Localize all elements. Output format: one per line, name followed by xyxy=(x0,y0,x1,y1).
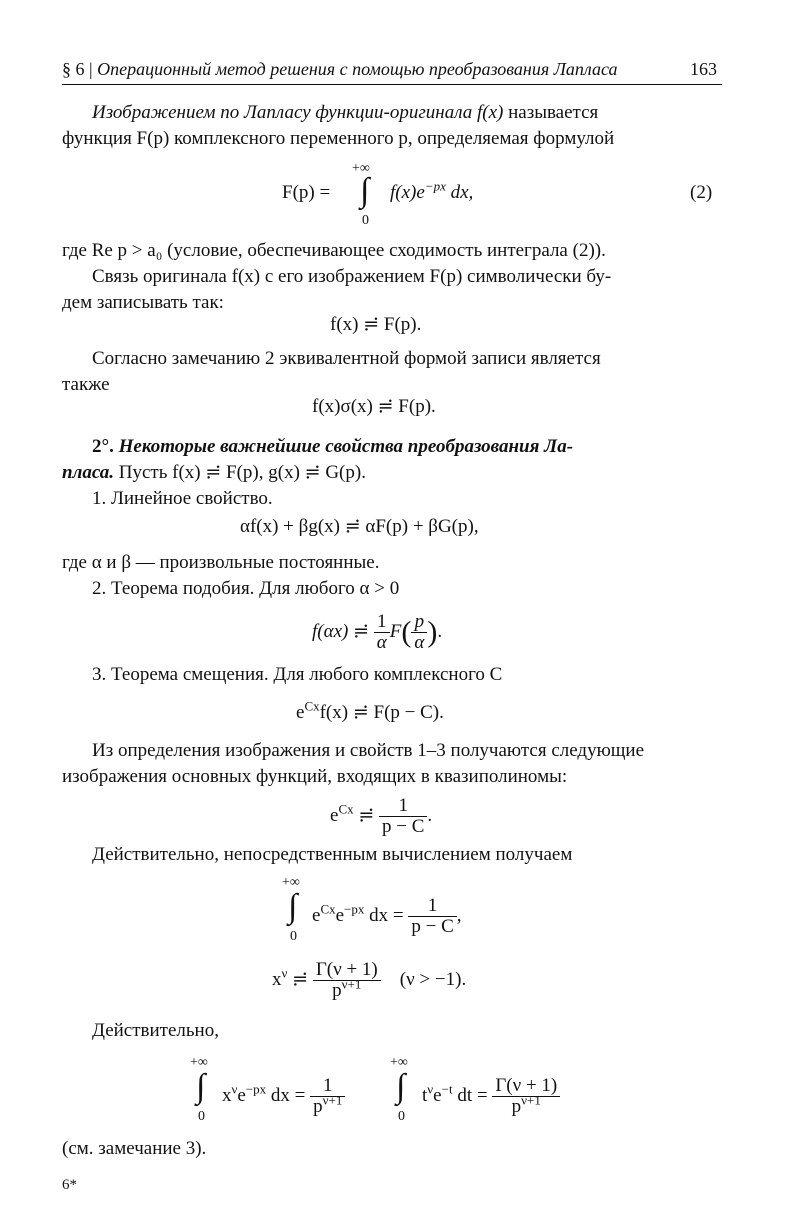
int1-lower-limit: 0 xyxy=(290,929,297,944)
correspondence-formula: f(x) ≓ F(p). xyxy=(330,314,422,335)
int1-sign: ∫ xyxy=(288,888,298,925)
see-remark: (см. замечание 3). xyxy=(62,1138,207,1159)
definition-paragraph: Изображением по Лапласу функции-оригинала f(x) называется xyxy=(92,102,599,123)
similarity-formula: f(αx) ≓ $\frac{1}{\alpha}$ F( $\frac{p}{\alpha}$ ). xyxy=(312,611,443,653)
section-number-2: 2°. xyxy=(92,436,114,457)
linear-formula: αf(x) + βg(x) ≓ αF(p) + βG(p), xyxy=(240,516,479,537)
int2a-upper-limit: +∞ xyxy=(190,1055,208,1070)
equation-number: (2) xyxy=(690,182,713,203)
section-number: § 6 xyxy=(62,59,85,79)
shift-formula: $e^{Cx}f(x)$ ≓ F(p − C). xyxy=(296,698,444,723)
sigma-formula: f(x)σ(x) ≓ F(p). xyxy=(312,396,436,417)
signature-mark: 6* xyxy=(62,1177,77,1193)
int1-upper-limit: +∞ xyxy=(282,875,300,890)
int2b-lower-limit: 0 xyxy=(398,1109,405,1124)
exponential-image: $e^{Cx}$ ≓ $\frac{1}{p - C}$ . xyxy=(330,795,433,837)
condition-paragraph: где Re p > a₀ (условие, обеспечивающее сходимость интеграла (2)). xyxy=(62,240,606,261)
definition-line2: функция F(p) комплексного переменного p, определяемая формулой xyxy=(62,128,615,149)
quasipolynomial-paragraph: Из определения изображения и свойств 1–3 получаются следующие xyxy=(92,740,645,761)
integral-lower-limit: 0 xyxy=(362,213,369,228)
laplace-integral-lhs: F(p) = xyxy=(282,182,331,203)
header-rule xyxy=(62,84,722,85)
int2b-sign: ∫ xyxy=(396,1068,406,1105)
integral-upper-limit: +∞ xyxy=(352,161,370,176)
remark-line2: также xyxy=(62,374,110,395)
int2b-body: $t^\nu e^{-t}$ dt = $\frac{\Gamma(\nu + 1)}{p^{\nu+1}}$ xyxy=(422,1076,560,1117)
definition-term: Изображением по Лапласу функции-оригинала xyxy=(92,102,473,123)
integral-sign: ∫ xyxy=(360,172,370,209)
running-header: § 6 | Операционный метод решения с помощью преобразования Лапласа xyxy=(62,59,618,79)
laplace-integral-body: $f(x)e^{-px}$ dx, xyxy=(390,178,474,203)
property-shift: 3. Теорема смещения. Для любого комплексного C xyxy=(92,664,503,685)
quasipolynomial-line2: изображения основных функций, входящих в квазиполиномы: xyxy=(62,766,568,787)
running-title: Операционный метод решения с помощью преобразования Лапласа xyxy=(97,59,618,79)
section-heading xyxy=(62,434,720,460)
remark-paragraph: Согласно замечанию 2 эквивалентной формой записи является xyxy=(92,348,601,369)
int2b-upper-limit: +∞ xyxy=(390,1055,408,1070)
constants-note: где α и β — произвольные постоянные. xyxy=(62,552,380,573)
direct-computation-paragraph: Действительно, непосредственным вычислением получаем xyxy=(92,844,573,865)
int2a-sign: ∫ xyxy=(196,1068,206,1105)
int1-body: $e^{Cx}e^{-px}$ dx = $\frac{1}{p - C}$ , xyxy=(312,895,462,937)
section-heading-line2: пласа. Пусть f(x) ≓ F(p), g(x) ≓ G(p). xyxy=(62,462,366,483)
indeed-paragraph: Действительно, xyxy=(92,1020,219,1041)
int2a-body: $x^\nu e^{-px}$ dx = $\frac{1}{p^{\nu+1}}$ xyxy=(222,1076,345,1117)
notation-line2: дем записывать так: xyxy=(62,292,224,313)
page-number: 163 xyxy=(690,59,717,79)
int2a-lower-limit: 0 xyxy=(198,1109,205,1124)
property-linear: 1. Линейное свойство. xyxy=(92,488,273,509)
section-title: Некоторые важнейшие свойства преобразования Ла- xyxy=(118,436,574,457)
property-similarity: 2. Теорема подобия. Для любого α > 0 xyxy=(92,578,400,599)
power-image: $x^\nu$ ≓ $\frac{\Gamma(\nu + 1)}{p^{\nu+1}}$ (ν > −1). xyxy=(272,959,467,1001)
notation-paragraph: Связь оригинала f(x) с его изображением F(p) символически бу- xyxy=(92,266,612,287)
